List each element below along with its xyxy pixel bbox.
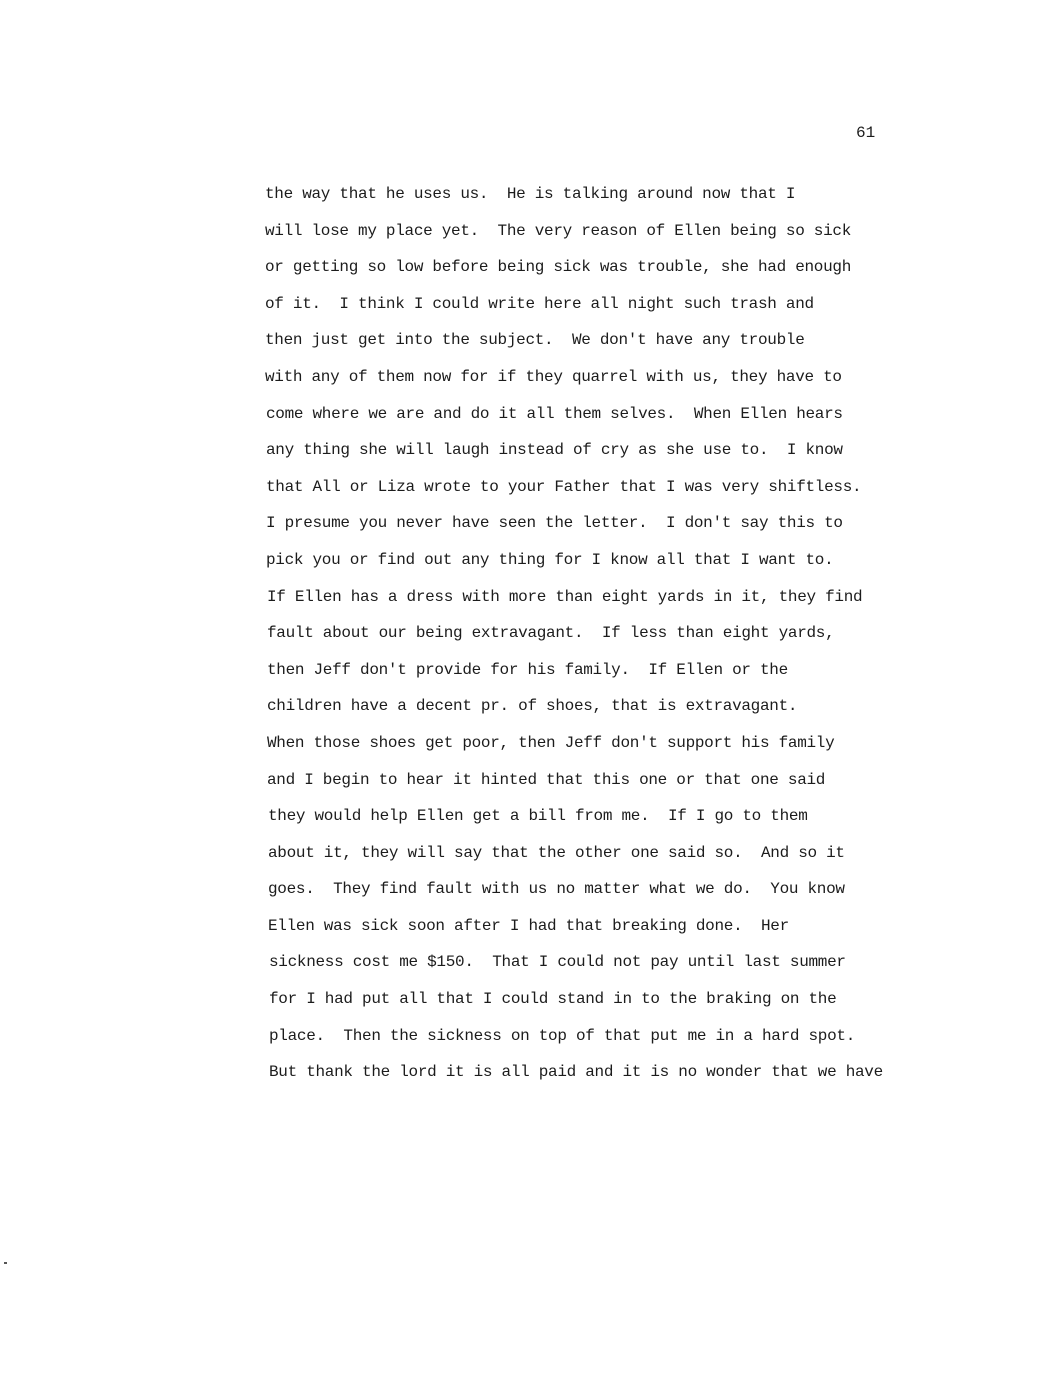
text-line: When those shoes get poor, then Jeff don't support his family	[267, 733, 835, 752]
text-line: I presume you never have seen the letter. I don't say this to	[266, 514, 843, 533]
text-line: If Ellen has a dress with more than eight yards in it, they find	[267, 587, 863, 606]
text-line: or getting so low before being sick was trouble, she had enough	[265, 258, 851, 277]
text-line: about it, they will say that the other one said so. And so it	[268, 843, 845, 862]
text-line: goes. They find fault with us no matter what we do. You know	[268, 880, 845, 899]
text-line: place. Then the sickness on top of that put me in a hard spot.	[269, 1026, 855, 1045]
text-line: they would help Ellen get a bill from me. If I go to them	[268, 807, 808, 826]
text-line: the way that he uses us. He is talking around now that I	[265, 185, 796, 203]
text-line: come where we are and do it all them selves. When Ellen hears	[266, 404, 843, 423]
text-line: But thank the lord it is all paid and it is no wonder that we have	[269, 1063, 883, 1082]
text-line: of it. I think I could write here all night such trash and	[265, 294, 814, 313]
scan-speck	[4, 1262, 7, 1264]
letter-body-text	[0, 176, 1061, 1091]
text-line: and I begin to hear it hinted that this one or that one said	[267, 770, 826, 789]
text-line: then Jeff don't provide for his family. If Ellen or the	[267, 660, 788, 679]
text-line: children have a decent pr. of shoes, that is extravagant.	[267, 697, 798, 716]
text-line: Ellen was sick soon after I had that breaking done. Her	[268, 916, 789, 935]
text-line: for I had put all that I could stand in to the braking on the	[269, 990, 837, 1009]
text-line: sickness cost me $150. That I could not pay until last summer	[269, 953, 846, 972]
text-line: that All or Liza wrote to your Father that I was very shiftless.	[266, 477, 862, 496]
text-line: will lose my place yet. The very reason of Ellen being so sick	[265, 221, 851, 240]
text-line: then just get into the subject. We don't have any trouble	[265, 331, 805, 350]
text-line: pick you or find out any thing for I know all that I want to.	[266, 550, 834, 569]
text-line: any thing she will laugh instead of cry as she use to. I know	[266, 441, 843, 460]
text-line: with any of them now for if they quarrel with us, they have to	[265, 367, 842, 386]
page-number: 61	[856, 124, 876, 142]
text-line: fault about our being extravagant. If less than eight yards,	[267, 624, 835, 643]
